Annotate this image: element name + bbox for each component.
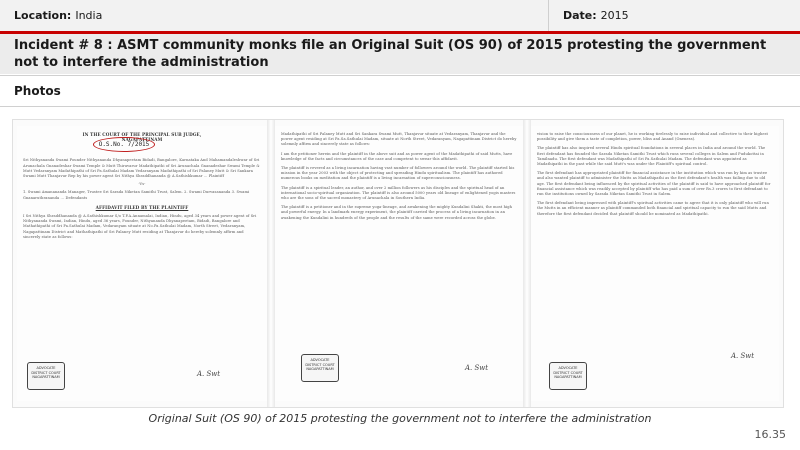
page3-paragraph-3: The first defendant has appropriated plaintiff for financial assistance in the institution which was run by him as trustee and also wanted plaintiff to administer the Mutts as Madathipathi as the first defendant's health was failing due to old age. The first defendant being influenced by the spiritual activities of the plaintiff is said to have approached plaintiff for financial assistance which was readily accepted by plaintiff who has paid a sum of over Rs.3 crores to first defendant to run the institutions owned by Sarada Niketan Samithi Trust in Salem. — [537, 171, 771, 197]
page-number: 16.35 — [754, 428, 786, 441]
date-value: 2015 — [600, 9, 629, 22]
court-place: NAGAPATTINAM — [121, 137, 163, 143]
signature-2: A. Swt — [465, 364, 489, 372]
court-document-photo — [12, 119, 784, 408]
document-page-1 — [17, 126, 267, 401]
advocate-seal-2: ADVOCATE DISTRICT COURT NAGAPATTINAM — [301, 354, 339, 382]
page3-paragraph-4: The first defendant being impressed with plaintiff's spiritual activities came to agree that it is only plaintiff who will run the Mutts in an efficient manner as plaintiff commanded both financial and spiritual capacity to run the said Mutts and therefore the first defendant decided that plaintiff should be nominated as Madathipathi. — [537, 201, 769, 216]
photos-heading: Photos — [14, 84, 61, 98]
page3-paragraph-1: vision to raise the consciousness of our planet, he is working tirelessly to raise individual and collective to their highest possibility and give them a taste of completion, power, bliss and Anand (Oneness). — [537, 132, 769, 142]
incident-title: Incident # 8 : ASMT community monks file an Original Suit (OS 90) of 2015 protesting the government not to interfere the administration — [14, 38, 767, 70]
advocate-seal-1: ADVOCATE DISTRICT COURT NAGAPATTINAM — [27, 362, 65, 390]
plaintiff-parties: Sri Nithyananda Swami Founder Nithyananda Dhyanapeetam Bidadi, Bangalore, Karnataka And Mahamandaleshwar of Sri Arunachala Gnanadeshar Swami Temple & Mutt Thiruvarur Madathipathi of Sri Arunachala Gnanadeshar Swami Temple & Mutt Vedaranyam Madathipathi of Sri Pa.Sathulai Madam Vedaranyam Madathipathi of Sri Palaney Mutt & Sri Sankara Swami Mutt Thanjavur Rep by his power agent Sri Nithya Shraddhananda @ A.Sathishkumar ... Plaintiff — [23, 158, 260, 179]
document-page-3 — [531, 126, 779, 401]
document-page-2 — [275, 126, 523, 401]
signature-1: A. Swt — [197, 370, 221, 378]
page2-paragraph-2: I am the petitioner herein and the plaintiff in the above suit and as power agent of the Madathipathi of said Mutts, have knowledge of the facts and circumstances of the case and competent to swear this affidavit. — [281, 151, 513, 161]
location-cell — [0, 0, 549, 31]
date-cell — [549, 0, 800, 31]
signature-3: A. Swt — [731, 352, 755, 360]
date-label: Date: — [563, 9, 597, 22]
page2-paragraph-3: The plaintiff is revered as a living incarnation having vast number of followers around the world. The plaintiff started his mission in the year 2003 with the object of protecting and spreading Hindu spiritualism. The plaintiff has authored numerous books on meditation and the plaintiff is a living incarnation of superconsciousness. — [281, 166, 515, 181]
page2-paragraph-1: Madathipathi of Sri Palaney Mutt and Sri Sankara Swami Mutt, Thanjavur situate at Vedaranyam, Thanjavur and the power agent residing at Sri Pa.Sa.Sathulai Madam, situate at North Street, Vedaranyam, Nagapattinam District do hereby solemnly affirm and sincerely state as follows: — [281, 132, 517, 147]
page2-paragraph-4: The plaintiff is a spiritual leader, an author, and over 2 million followers as his disciples and the spiritual head of an international socio-spiritual organization. The plaintiff is also around 5000 years old lineage of enlightened yogis masters who are the sons of the sacred monastery of Arunachala in Southern India. — [281, 185, 516, 201]
affidavit-body: I Sri Nithya Shraddhananda @ A.Sathishkumar S/o T.P.A.Annamalai, Indian, Hindu, aged 34 years and power agent of Sri Nithyananda Swami, Indian, Hindu, aged 36 years, Founder, Nithyananda Dhyanapeetam, Bidadi, Bangalore and Mathathipathi of Sri Pa.Sathulai Madam, Vedaranyam situate at No.Pa.Sathulai Madam, North Street, Vedaranyam, Nagapattinam District and Mathathipathi of Sri Palaney Mutt residing at Thanjavur do hereby solemnly affirm and sincerely state as follows: — [23, 214, 257, 239]
affidavit-heading: AFFIDAVIT FILED BY THE PLAINTIFF — [95, 204, 189, 210]
defendant-parties: 1. Swami Amanananda Manager, Trustee Sri Sarada Niketan Samithi Trust, Salem. 2. Swami Durvasananda 3. Swami Gnanaruthrananda ... Defendants — [23, 190, 250, 200]
location-value: India — [75, 9, 103, 22]
page-fold-1 — [267, 120, 275, 407]
section-divider — [0, 106, 800, 107]
page2-paragraph-5: The plaintiff is a petitioner and in the supreme yoga-lineage, and awakening the mighty Kundalini Shakti, the most high and powerful energy. In a landmark energy experiment, the plaintiff carried the process of a living incarnation in an awakening the Kundalini in hundreds of the people and the results of the same were recorded across the globe. — [281, 205, 513, 220]
page-fold-2 — [523, 120, 531, 407]
title-divider — [0, 75, 800, 76]
photo-caption: Original Suit (OS 90) of 2015 protesting the government not to interfere the administration — [148, 412, 652, 425]
page3-paragraph-2: The plaintiff has also inspired several Hindu spiritual foundations in several places in India and around the world. The first defendant has founded the Sarada Niketan Samithi Trust which runs several colleges in Salem and Pudukottai in Tamilnadu. The first defendant was Madathipathi of Sri Pa.Sathulai Madam. The defendant was appointed as Madathipathi in the past while the said Mutt's was under the Plaintiff's spiritual control. — [537, 146, 766, 167]
case-number-stamp: O.S.No. 7/2015 — [93, 137, 155, 152]
versus-text: -Vs- — [138, 182, 146, 187]
info-header — [0, 0, 800, 31]
location-label: Location: — [14, 9, 72, 22]
advocate-seal-3: ADVOCATE DISTRICT COURT NAGAPATTINAM — [549, 362, 587, 390]
court-heading: IN THE COURT OF THE PRINCIPAL SUB JUDGE, — [82, 132, 202, 137]
